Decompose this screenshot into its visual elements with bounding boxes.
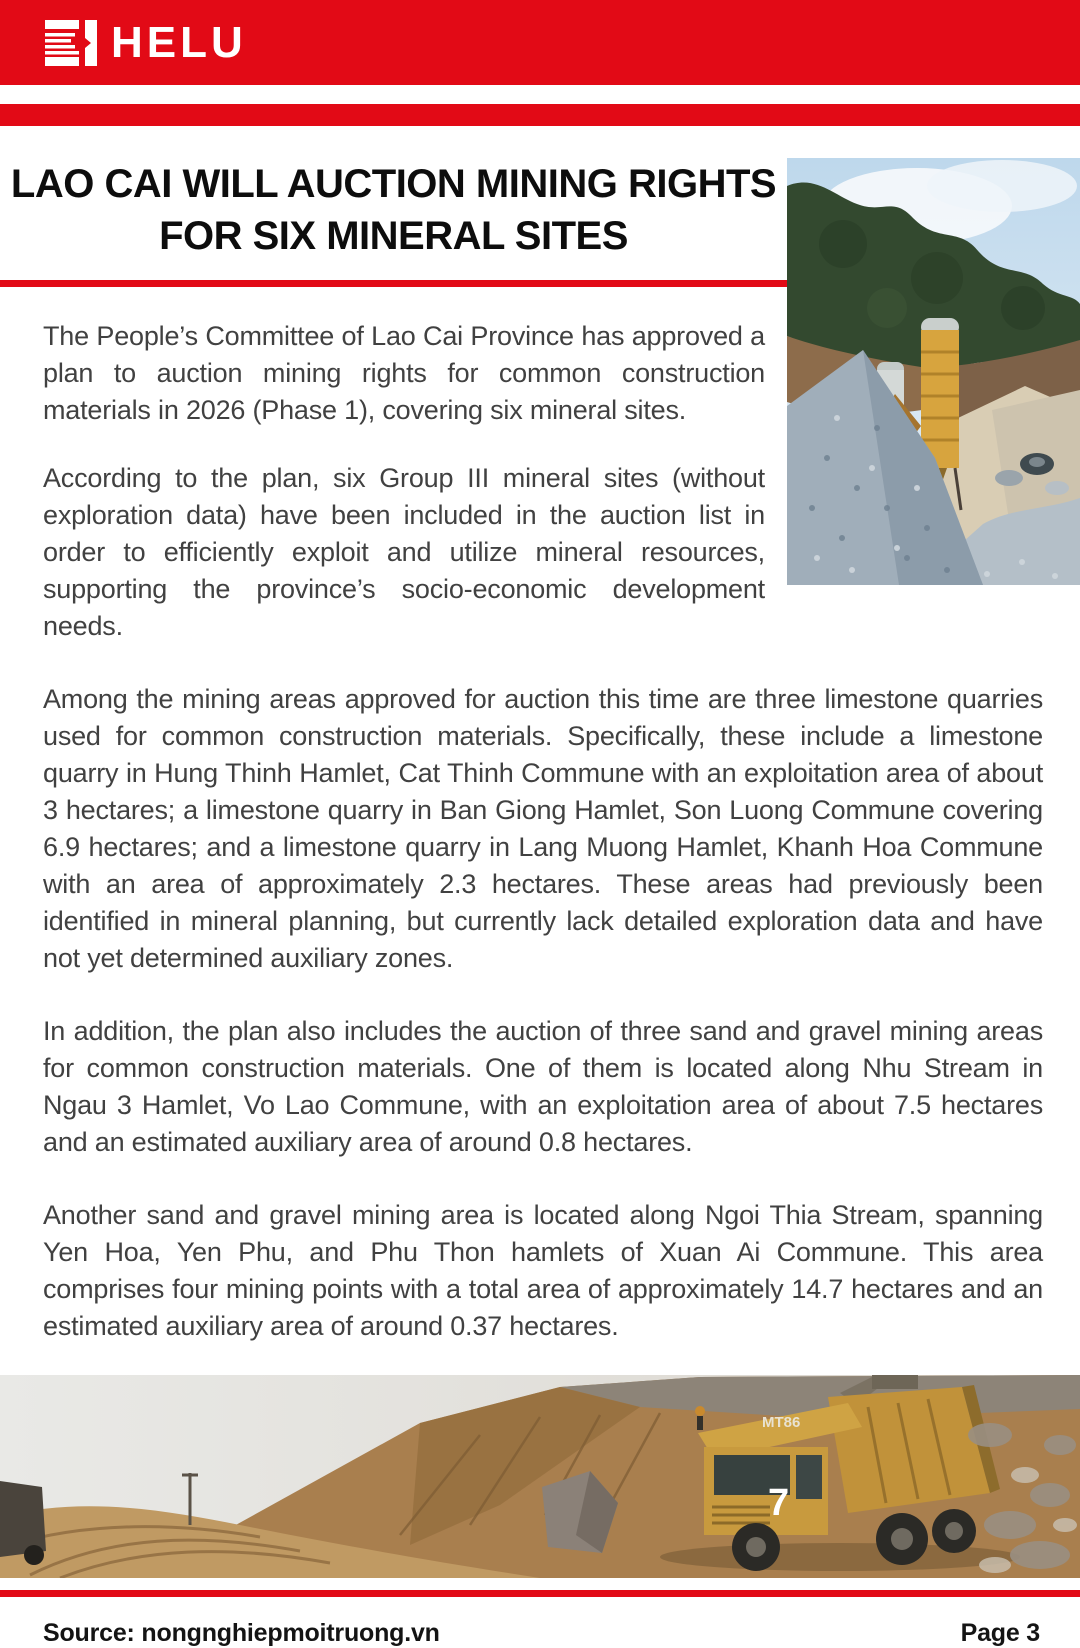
footer-rule — [0, 1590, 1080, 1597]
header-band — [0, 0, 1080, 85]
source-label: Source: nongnghiepmoitruong.vn — [43, 1619, 440, 1647]
paragraph-sand-gravel-2: Another sand and gravel mining area is located along Ngoi Thia Stream, spanning Yen Hoa, Yen Phu, and Phu Thon hamlets of Xuan Ai Commune. This area comprises four mining points with a total area of approximately 14.7 hectares and an estimated auxiliary area of around 0.37 hectares. — [43, 1200, 1043, 1341]
quarry-photo-illustration — [787, 158, 1080, 585]
helu-logo — [45, 17, 247, 67]
page-title-line1: LAO CAI WILL AUCTION MINING RIGHTS — [10, 162, 777, 206]
title-and-intro-column — [0, 158, 787, 645]
quarry-photo — [787, 158, 1080, 585]
paragraph-intro-1: The People’s Committee of Lao Cai Province has approved a plan to auction mining rights for common construction materials in 2026 (Phase 1), covering six mineral sites. — [43, 321, 765, 425]
paragraph-sand-gravel-1: In addition, the plan also includes the auction of three sand and gravel mining areas for common construction materials. One of them is located along Nhu Stream in Ngau 3 Hamlet, Vo Lao Commune, with an exploitation area of about 7.5 hectares and an estimated auxiliary area of around 0.8 hectares. — [43, 1016, 1043, 1157]
truck-model-label: MT86 — [762, 1414, 801, 1431]
mining-site-illustration — [0, 1375, 1080, 1578]
top-section — [0, 158, 1080, 645]
page-number: Page 3 — [960, 1619, 1040, 1647]
truck-number-label: 7 — [768, 1482, 790, 1524]
logo-text: HELU — [111, 17, 247, 67]
title-underline-rule — [0, 280, 787, 287]
header-red-stripe — [0, 104, 1080, 126]
footer — [0, 1619, 1080, 1648]
page-title-line2: FOR SIX MINERAL SITES — [159, 214, 628, 258]
helu-bars-icon — [45, 20, 97, 66]
mining-site-photo — [0, 1375, 1080, 1578]
page-title — [0, 158, 787, 262]
paragraph-intro-2: According to the plan, six Group III mineral sites (without exploration data) have been included in the auction list in order to efficiently exploit and utilize mineral resources, supporting the province’s socio-economic development needs. — [43, 463, 765, 641]
paragraph-limestone-quarries: Among the mining areas approved for auction this time are three limestone quarries used for common construction materials. Specifically, these include a limestone quarry in Hung Thinh Hamlet, Cat Thinh Commune with an exploitation area of about 3 hectares; a limestone quarry in Ban Giong Hamlet, Son Luong Commune covering 6.9 hectares; and a limestone quarry in Lang Muong Hamlet, Khanh Hoa Commune with an area of approximately 2.3 hectares. These areas had previously been identified in mineral planning, but currently lack detailed exploration data and have not yet determined auxiliary zones. — [43, 684, 1043, 973]
header-divider-gap — [0, 85, 1080, 104]
